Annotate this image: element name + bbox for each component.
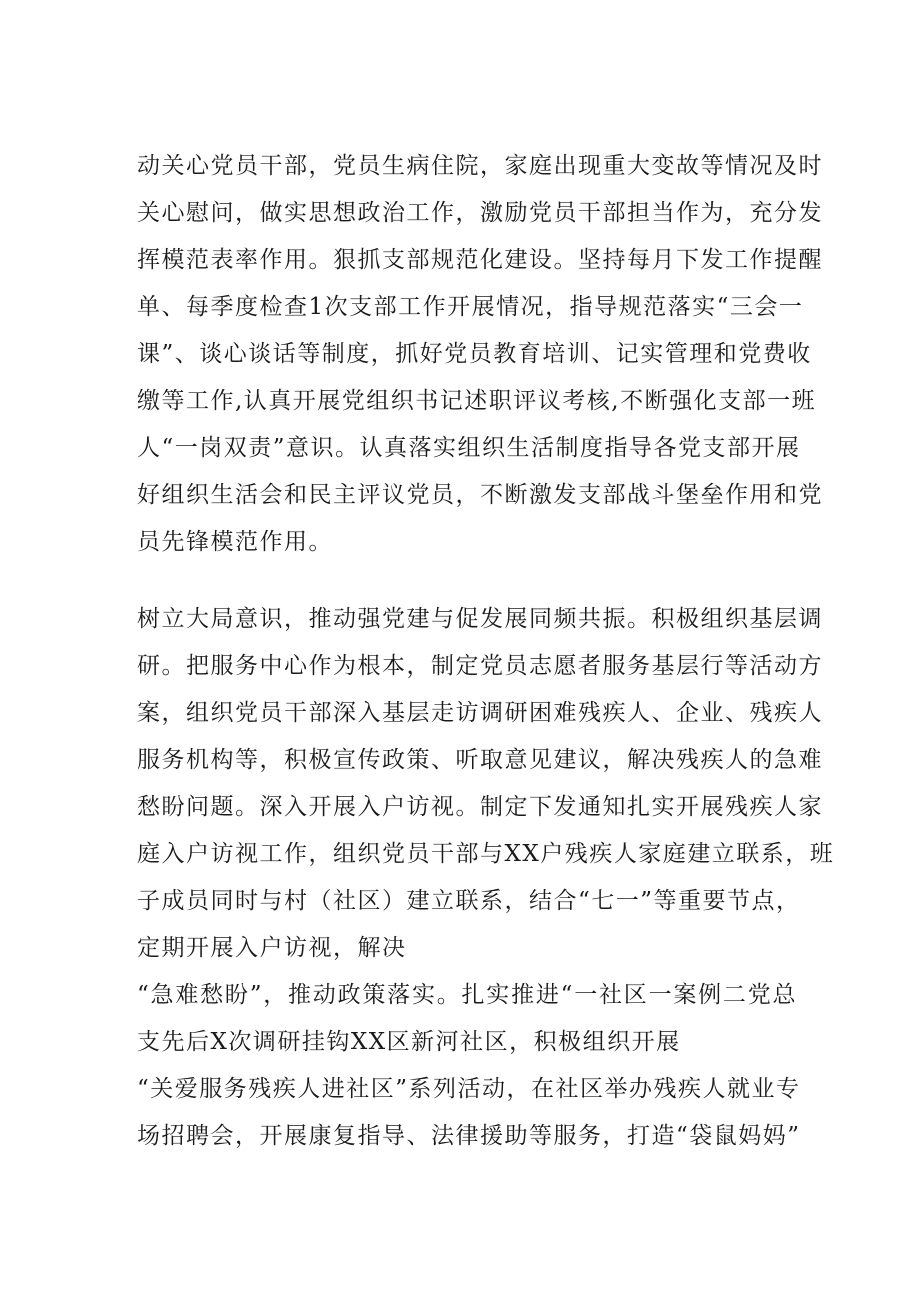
paragraph-1-line-2: 关心慰问，做实思想政治工作，激励党员干部担当作为，充分发 xyxy=(137,200,823,226)
paragraph-1-line-3: 挥模范表率作用。狠抓支部规范化建设。坚持每月下发工作提醒 xyxy=(137,247,823,273)
paragraph-1-line-6: 缴等工作,认真开展党组织书记述职评议考核,不断强化支部一班 xyxy=(137,388,817,414)
paragraph-1-line-7: 人“一岗双责”意识。认真落实组织生活制度指导各党支部开展 xyxy=(137,435,801,461)
paragraph-2-line-9: “急难愁盼”，推动政策落实。扎实推进“一社区一案例二党总 xyxy=(137,982,797,1008)
paragraph-2-line-5: 愁盼问题。深入开展入户访视。制定下发通知扎实开展残疾人家 xyxy=(137,794,823,820)
paragraph-2-line-8: 定期开展入户访视，解决 xyxy=(137,935,407,961)
paragraph-1-line-1: 动关心党员干部，党员生病住院，家庭出现重大变故等情况及时 xyxy=(137,153,823,179)
paragraph-1-line-5: 课”、谈心谈话等制度，抓好党员教育培训、记实管理和党费收 xyxy=(137,341,812,367)
paragraph-2-line-2: 研。把服务中心作为根本，制定党员志愿者服务基层行等活动方 xyxy=(137,653,823,679)
paragraph-2-line-3: 案，组织党员干部深入基层走访调研困难残疾人、企业、残疾人 xyxy=(137,700,823,726)
paragraph-1-line-4: 单、每季度检查1次支部工作开展情况，指导规范落实“三会一 xyxy=(137,294,804,320)
paragraph-2-line-1: 树立大局意识，推动强党建与促发展同频共振。积极组织基层调 xyxy=(137,606,823,632)
paragraph-2-line-12: 场招聘会，开展康复指导、法律援助等服务，打造“袋鼠妈妈” xyxy=(137,1123,801,1149)
paragraph-1-line-9: 员先锋模范作用。 xyxy=(137,529,333,555)
paragraph-1-line-8: 好组织生活会和民主评议党员，不断激发支部战斗堡垒作用和党 xyxy=(137,482,823,508)
paragraph-2-line-11: “关爱服务残疾人进社区”系列活动，在社区举办残疾人就业专 xyxy=(137,1076,801,1102)
paragraph-2-line-4: 服务机构等，积极宣传政策、听取意见建议，解决残疾人的急难 xyxy=(137,747,823,773)
paragraph-2-line-10: 支先后X次调研挂钩XX区新河社区，积极组织开展 xyxy=(137,1029,681,1055)
paragraph-2-line-6: 庭入户访视工作，组织党员干部与XX户残疾人家庭建立联系，班 xyxy=(137,841,835,867)
paragraph-2-line-7: 子成员同时与村（社区）建立联系，结合“七一”等重要节点， xyxy=(137,888,801,914)
